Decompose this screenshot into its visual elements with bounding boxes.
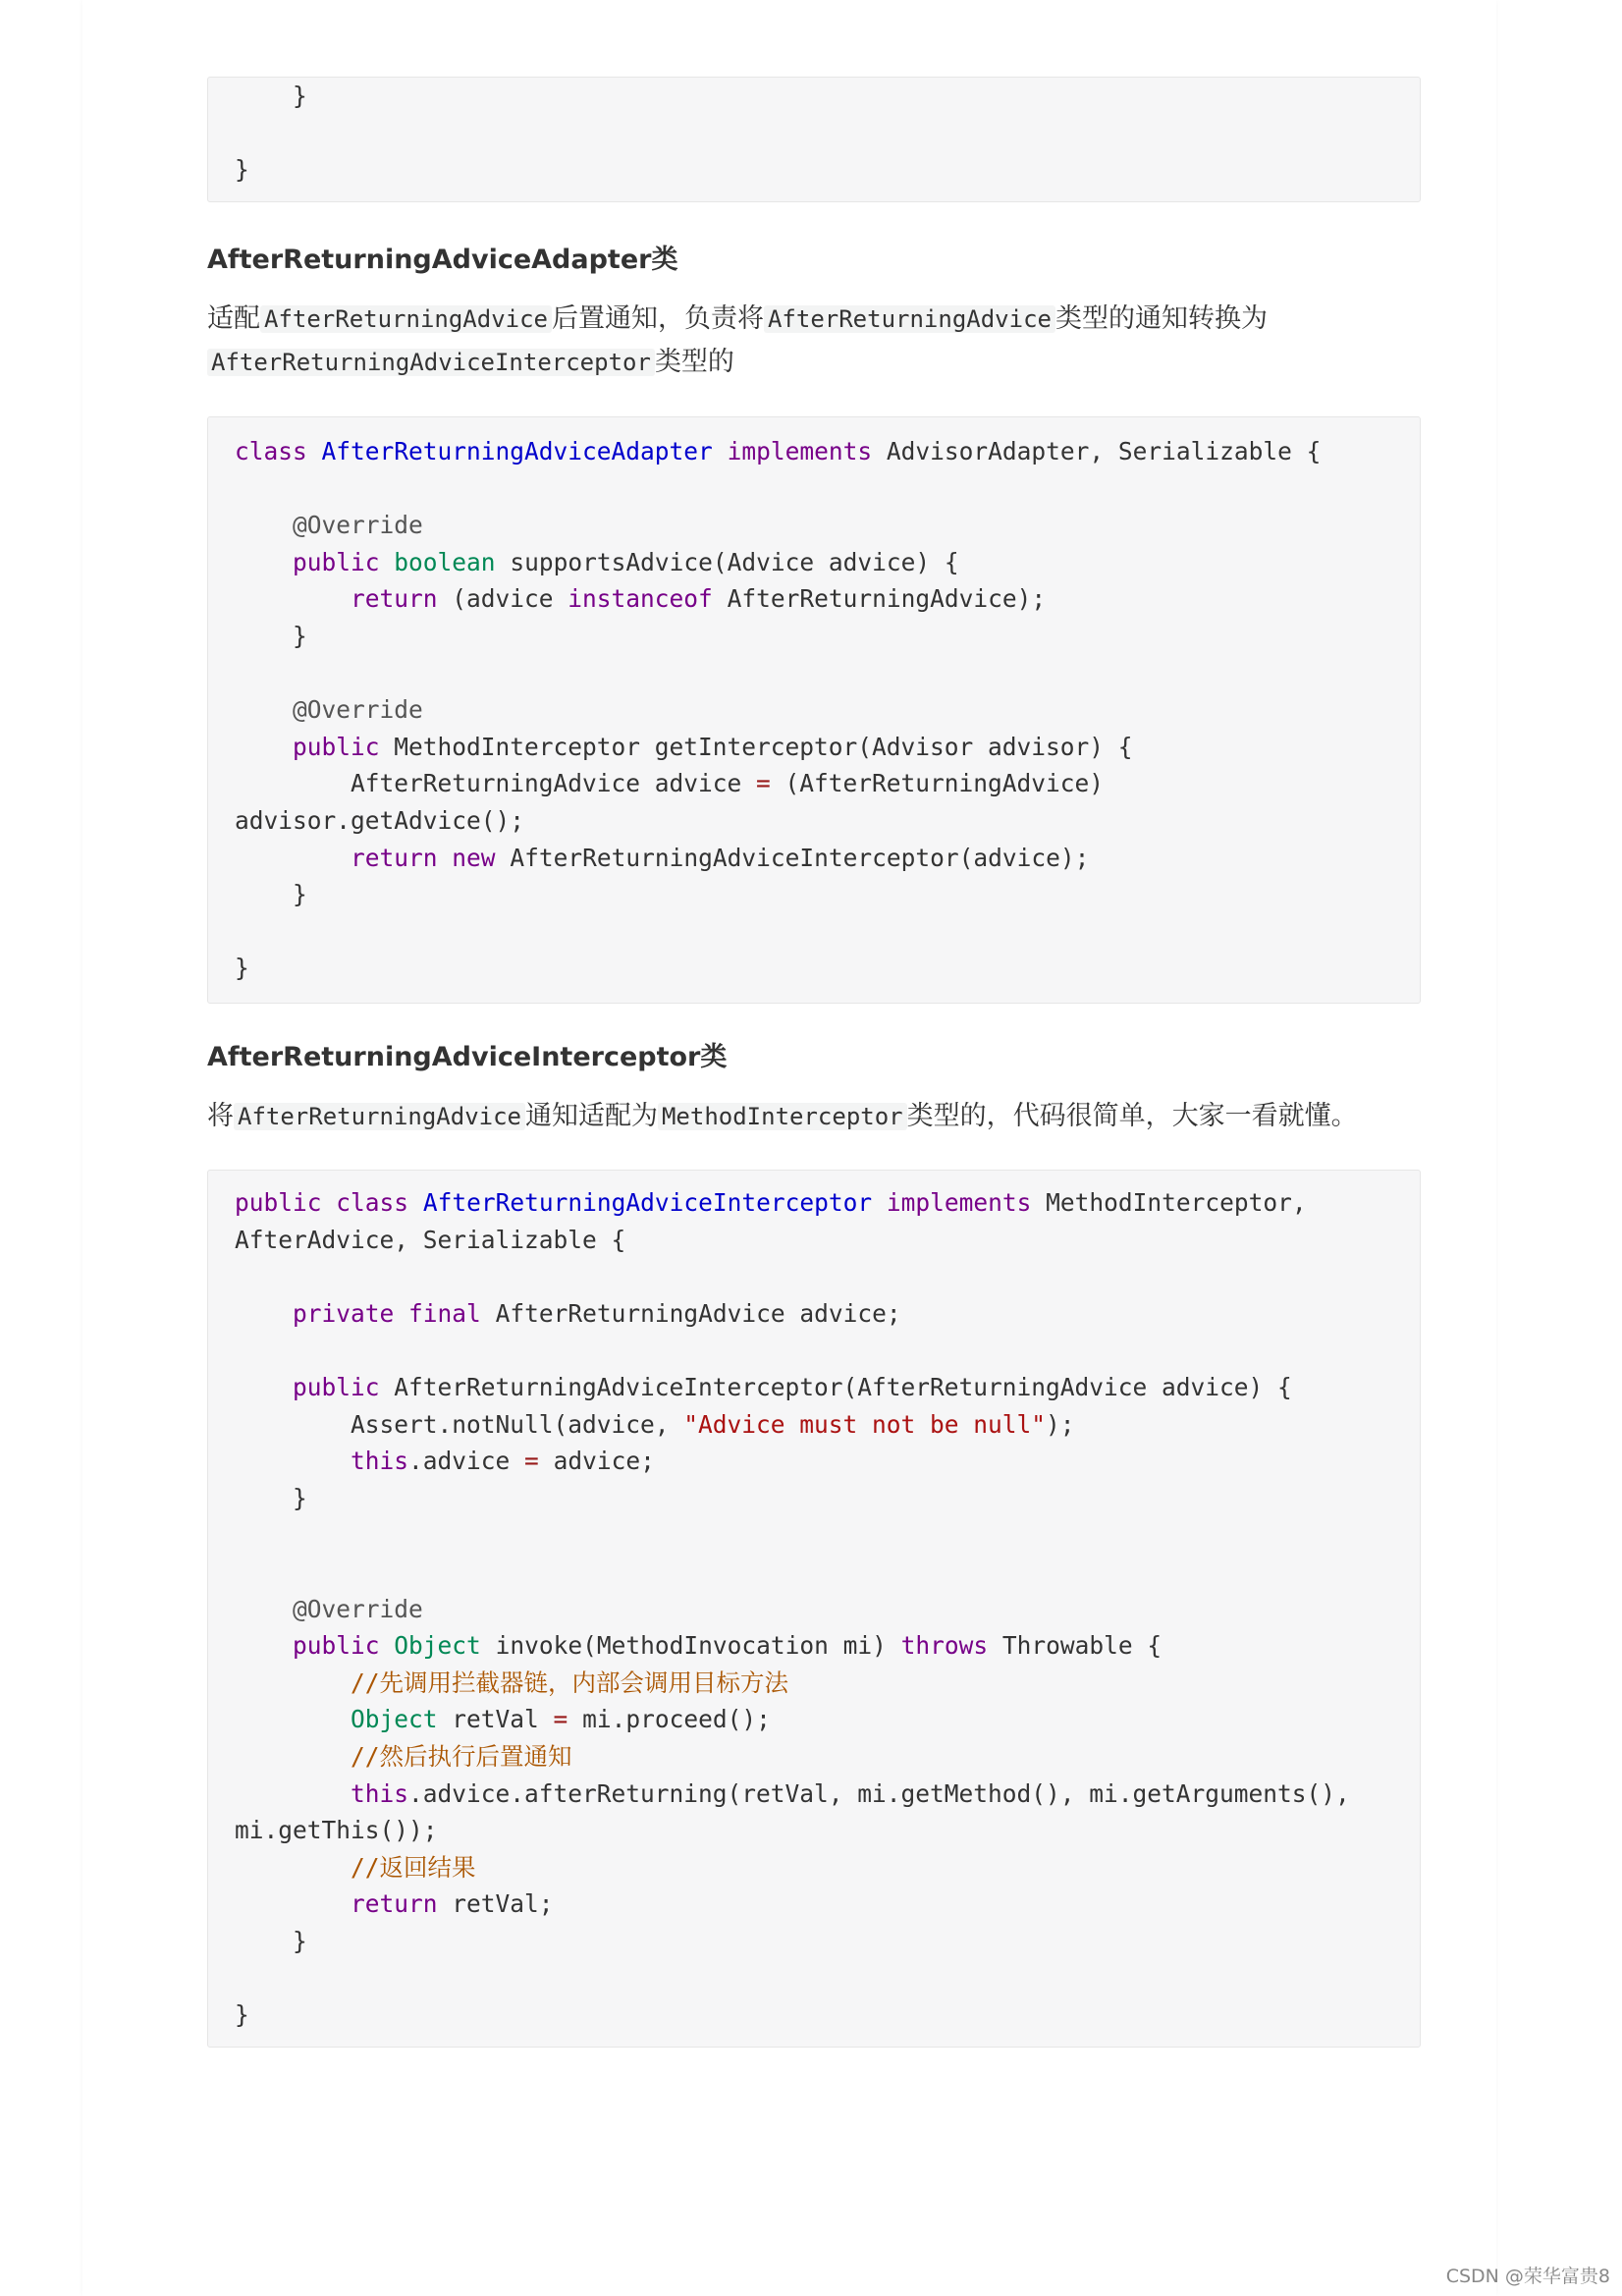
section-heading-adapter: AfterReturningAdviceAdapter类 xyxy=(207,245,678,275)
code-line: } xyxy=(235,155,249,185)
inline-code: AfterReturningAdvice xyxy=(764,305,1055,333)
code-block-adapter xyxy=(207,416,1421,1004)
inline-code: AfterReturningAdvice xyxy=(234,1103,525,1130)
section-description-interceptor xyxy=(207,1095,1423,1138)
desc-text: 类型的通知转换为 xyxy=(1054,303,1268,334)
code-block-interceptor-text: public class AfterReturningAdviceInterceptor implements MethodInterceptor, AfterAdvice, Serializable { private final AfterReturningAdvice advice; public AfterReturningAdviceInterceptor(AfterReturningAdvice advice) { Assert.notNull(advice, "Advice must not be null"); this.advice = advice; } @Override public Object invoke(MethodInvocation mi) throws Throwable { //先调用拦截器链，内部会调用目标方法 Object retVal = mi.proceed(); //然后执行后置通知 this.advice.afterReturning(retVal, mi.getMethod(), mi.getArguments(), mi.getThis()); //返回结果 return retVal; } } xyxy=(235,1188,1350,2030)
desc-text: 通知适配为 xyxy=(524,1101,658,1131)
code-line: } xyxy=(235,82,307,110)
code-block-interceptor xyxy=(207,1170,1421,2048)
section-description-adapter xyxy=(207,298,1423,384)
inline-code: AfterReturningAdviceInterceptor xyxy=(207,349,655,376)
desc-text: 适配 xyxy=(207,303,260,334)
inline-code: MethodInterceptor xyxy=(658,1103,907,1130)
code-block-previous xyxy=(207,77,1421,202)
watermark: CSDN @荣华富贵8 xyxy=(1445,2266,1610,2287)
code-block-previous-text xyxy=(208,78,1420,189)
inline-code: AfterReturningAdvice xyxy=(260,305,552,333)
desc-text: 类型的 xyxy=(654,347,734,377)
code-block-adapter-text: class AfterReturningAdviceAdapter implements AdvisorAdapter, Serializable { @Override public boolean supportsAdvice(Advice advice) { return (advice instanceof AfterReturningAdvice); } @Override public MethodInterceptor getInterceptor(Advisor advisor) { AfterReturningAdvice advice = (AfterReturningAdvice) advisor.getAdvice(); return new AfterReturningAdviceInterceptor(advice); } } xyxy=(235,437,1322,983)
desc-text: 类型的，代码很简单，大家一看就懂。 xyxy=(906,1101,1358,1131)
desc-text: 后置通知，负责将 xyxy=(551,303,764,334)
desc-text: 将 xyxy=(207,1101,234,1131)
code-line: class AfterReturningAdviceAdapter implements AdvisorAdapter, Serializable { xyxy=(235,437,1322,465)
section-heading-interceptor: AfterReturningAdviceInterceptor类 xyxy=(207,1042,728,1072)
